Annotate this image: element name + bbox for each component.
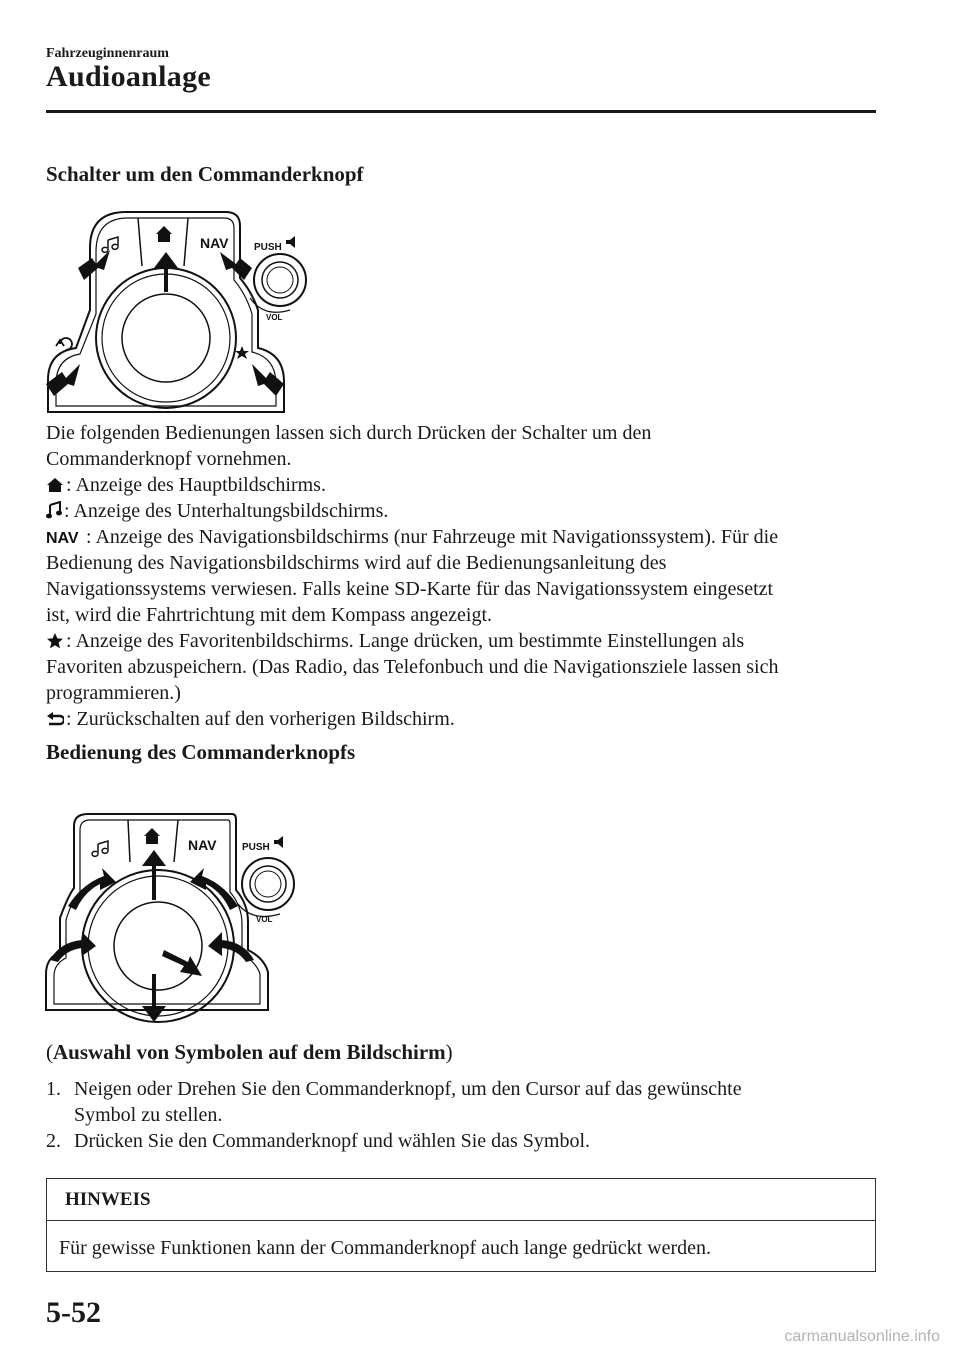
subheading-symbol-selection: (Auswahl von Symbolen auf dem Bildschirm) [46,1040,453,1064]
chapter-section-label: Fahrzeuginnenraum [46,46,169,61]
mute-icon [286,236,295,248]
nav-icon [46,529,84,545]
arrow-up [142,850,166,900]
music-note-icon [92,841,108,856]
push-label: PUSH [242,842,270,853]
home-icon [46,477,64,493]
note-title: HINWEIS [65,1189,151,1210]
vol-label: VOL [266,313,283,322]
push-label: PUSH [254,242,282,253]
back-icon [46,711,64,727]
back-icon [56,338,72,350]
svg-text:NAV: NAV [46,530,79,545]
arrow-music [78,250,110,280]
commander-knob-diagram [42,810,302,1030]
arrow-rotate [162,950,202,976]
nav-description: NAV : Anzeige des Navigationsbildschirms (nur Fahrzeuge mit Navigationssystem). Für die Bedienung des Navigationsbildschirms wird auf die Bedienungsanleitung des Navigationssystems verwiesen. Falls keine SD-Karte für das Navigationssystem eingesetzt ist, wird die Fahrtrichtung mit dem Kompass angezeigt. [46,526,779,626]
star-icon [235,346,249,359]
favorite-description: : Anzeige des Favoritenbildschirms. Lange drücken, um bestimmte Einstellungen als Favoriten abzuspeichern. (Das Radio, das Telefonbuch und die Navigationsziele lassen sich programmieren.) [46,630,779,704]
list-item: 1. Neigen oder Drehen Sie den Commanderknopf, um den Cursor auf das gewünschte Symbol zu stellen. [46,1078,742,1126]
music-note-icon [46,501,62,519]
home-icon [156,226,172,242]
section-heading-switches: Schalter um den Commanderknopf [46,162,364,186]
mute-icon [274,836,283,848]
list-item: 2. Drücken Sie den Commanderknopf und wählen Sie das Symbol. [46,1130,591,1152]
section-heading-operation: Bedienung des Commanderknopfs [46,740,356,764]
music-note-icon [102,237,118,252]
music-description: : Anzeige des Unterhaltungsbildschirms. [46,498,876,524]
watermark: carmanualsonline.info [784,1328,940,1345]
arrow-nav [220,252,252,280]
commander-switch-diagram [44,206,324,414]
note-box [46,1178,876,1272]
arrow-back [46,364,80,396]
back-description: : Zurückschalten auf den vorherigen Bildschirm. [46,706,876,732]
vol-label: VOL [256,915,273,924]
chapter-title: Audioanlage [46,60,212,93]
star-icon [46,633,64,649]
nav-label: NAV [200,235,229,251]
nav-label: NAV [188,837,217,853]
home-description: : Anzeige des Hauptbildschirms. [46,472,876,498]
note-body: Für gewisse Funktionen kann der Commanderknopf auch lange gedrückt werden. [59,1237,712,1259]
intro-text: Die folgenden Bedienungen lassen sich durch Drücken der Schalter um den Commanderknopf vornehmen. [46,422,652,470]
arrow-star [252,364,284,396]
arrow-home [154,252,178,292]
page-number: 5-52 [46,1296,101,1329]
header-rule [46,110,876,113]
home-icon [144,828,160,844]
